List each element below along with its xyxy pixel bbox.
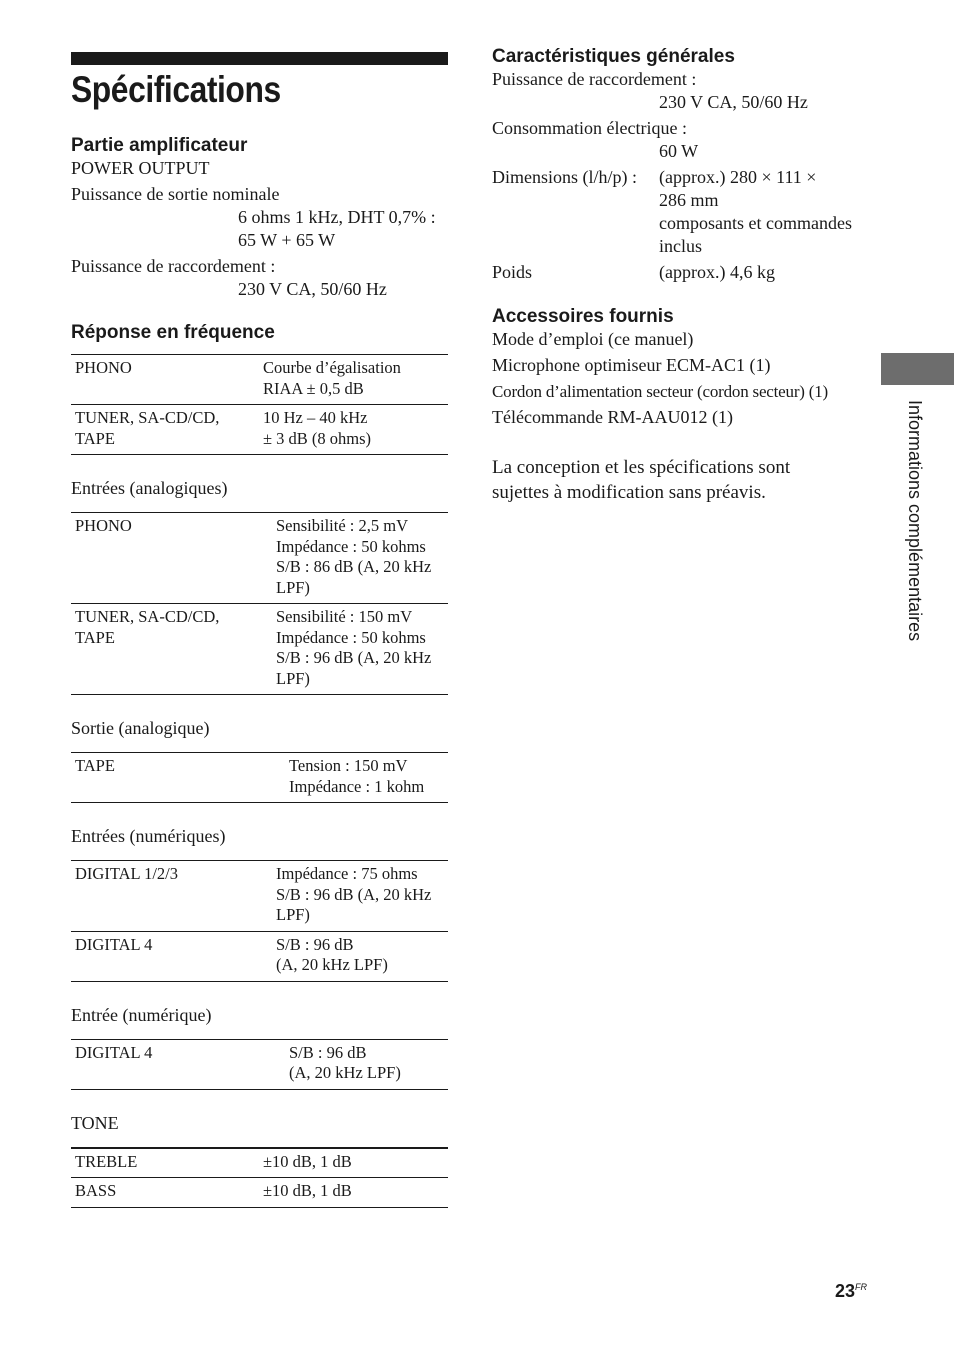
spec-value-cell: ±10 dB, 1 dB bbox=[263, 1181, 352, 1200]
spec-name-cell: PHONO bbox=[75, 358, 132, 377]
spec-value-cell: Sensibilité : 2,5 mV Impédance : 50 kohms S/B : 86 dB (A, 20 kHz LPF) bbox=[276, 516, 432, 597]
spec-name-cell: DIGITAL 4 bbox=[75, 1042, 153, 1062]
rated-output-value-2: 65 W + 65 W bbox=[238, 230, 336, 250]
digital-in-table bbox=[71, 860, 448, 982]
spec-name-cell: DIGITAL 1/2/3 bbox=[75, 864, 179, 883]
digital-in-single-table bbox=[71, 1039, 448, 1090]
notice-text: La conception et les spécifications sont sujettes à modification sans préavis. bbox=[492, 457, 791, 503]
spec-value-cell: Tension : 150 mV Impédance : 1 kohm bbox=[289, 756, 425, 796]
section-tab bbox=[881, 353, 954, 385]
rated-output-value-1: 6 ohms 1 kHz, DHT 0,7% : bbox=[238, 207, 436, 227]
accessory-item: Télécommande RM-AAU012 (1) bbox=[492, 407, 733, 427]
digital-in-label: Entrées (numériques) bbox=[71, 826, 226, 846]
table-row bbox=[71, 513, 448, 604]
spec-name-cell: TAPE bbox=[75, 756, 115, 775]
spec-value-cell: S/B : 96 dB (A, 20 kHz LPF) bbox=[289, 1042, 401, 1082]
spec-value-cell: 10 Hz – 40 kHz ± 3 dB (8 ohms) bbox=[263, 408, 372, 448]
power-output-label: POWER OUTPUT bbox=[71, 158, 210, 178]
table-row bbox=[71, 931, 448, 981]
spec-name-cell: DIGITAL 4 bbox=[75, 934, 153, 954]
spec-name-cell: BASS bbox=[75, 1181, 117, 1200]
tone-label: TONE bbox=[71, 1112, 119, 1133]
general-power-label: Puissance de raccordement : bbox=[492, 69, 697, 89]
table-row bbox=[71, 405, 448, 455]
analog-out-label: Sortie (analogique) bbox=[71, 718, 210, 738]
table-row bbox=[71, 753, 448, 803]
spec-name-cell: TUNER, SA-CD/CD, TAPE bbox=[75, 408, 220, 448]
section-tab-label-wrap bbox=[905, 400, 925, 700]
accessory-item: Cordon d’alimentation secteur (cordon secteur) (1) bbox=[492, 382, 829, 401]
power-req-label: Puissance de raccordement : bbox=[71, 256, 276, 276]
accessory-item: Mode d’emploi (ce manuel) bbox=[492, 329, 694, 349]
table-row bbox=[71, 1039, 448, 1089]
table-row bbox=[71, 355, 448, 405]
spec-name-cell: PHONO bbox=[75, 516, 132, 535]
spec-value-cell: S/B : 96 dB (A, 20 kHz LPF) bbox=[276, 934, 388, 974]
dimensions-value: (approx.) 280 × 111 × 286 mm composants et commandes inclus bbox=[659, 167, 852, 256]
spec-name-cell: TUNER, SA-CD/CD, TAPE bbox=[75, 607, 220, 647]
tone-table bbox=[71, 1147, 448, 1208]
weight-value: (approx.) 4,6 kg bbox=[659, 262, 775, 282]
consumption-label: Consommation électrique : bbox=[492, 118, 687, 138]
accessory-item: Microphone optimiseur ECM-AC1 (1) bbox=[492, 355, 771, 375]
spec-name-cell: TREBLE bbox=[75, 1151, 138, 1171]
dimensions-label: Dimensions (l/h/p) : bbox=[492, 167, 637, 187]
power-req-value: 230 V CA, 50/60 Hz bbox=[238, 279, 387, 299]
page-title: Spécifications bbox=[71, 69, 281, 110]
general-heading: Caractéristiques générales bbox=[492, 46, 735, 67]
rated-output-label: Puissance de sortie nominale bbox=[71, 184, 280, 204]
left-column bbox=[71, 52, 448, 1208]
weight-label: Poids bbox=[492, 262, 533, 282]
right-column bbox=[492, 46, 872, 505]
spec-value-cell: ±10 dB, 1 dB bbox=[263, 1151, 352, 1171]
spec-value-cell: Sensibilité : 150 mV Impédance : 50 kohms S/B : 96 dB (A, 20 kHz LPF) bbox=[276, 607, 432, 688]
page-number bbox=[835, 1281, 867, 1302]
spec-value-cell: Courbe d’égalisation RIAA ± 0,5 dB bbox=[263, 358, 401, 398]
general-power-value: 230 V CA, 50/60 Hz bbox=[659, 92, 808, 112]
page-number-value: 23 bbox=[835, 1281, 856, 1301]
weight-row bbox=[492, 261, 872, 284]
dimensions-row bbox=[492, 166, 872, 258]
analog-in-label: Entrées (analogiques) bbox=[71, 478, 228, 498]
analog-in-table bbox=[71, 512, 448, 695]
freq-table bbox=[71, 354, 448, 455]
freq-heading: Réponse en fréquence bbox=[71, 322, 275, 343]
table-row bbox=[71, 604, 448, 695]
page-number-suffix: FR bbox=[855, 1282, 868, 1292]
analog-out-table bbox=[71, 752, 448, 803]
table-row bbox=[71, 1178, 448, 1208]
amp-heading: Partie amplificateur bbox=[71, 135, 248, 156]
consumption-value: 60 W bbox=[659, 141, 699, 161]
title-rule bbox=[71, 52, 448, 65]
table-row bbox=[71, 861, 448, 932]
section-tab-label: Informations complémentaires bbox=[905, 400, 925, 642]
table-row bbox=[71, 1148, 448, 1178]
accessories-heading: Accessoires fournis bbox=[492, 306, 674, 327]
digital-in-single-label: Entrée (numérique) bbox=[71, 1004, 212, 1025]
spec-value-cell: Impédance : 75 ohms S/B : 96 dB (A, 20 kHz LPF) bbox=[276, 864, 432, 924]
